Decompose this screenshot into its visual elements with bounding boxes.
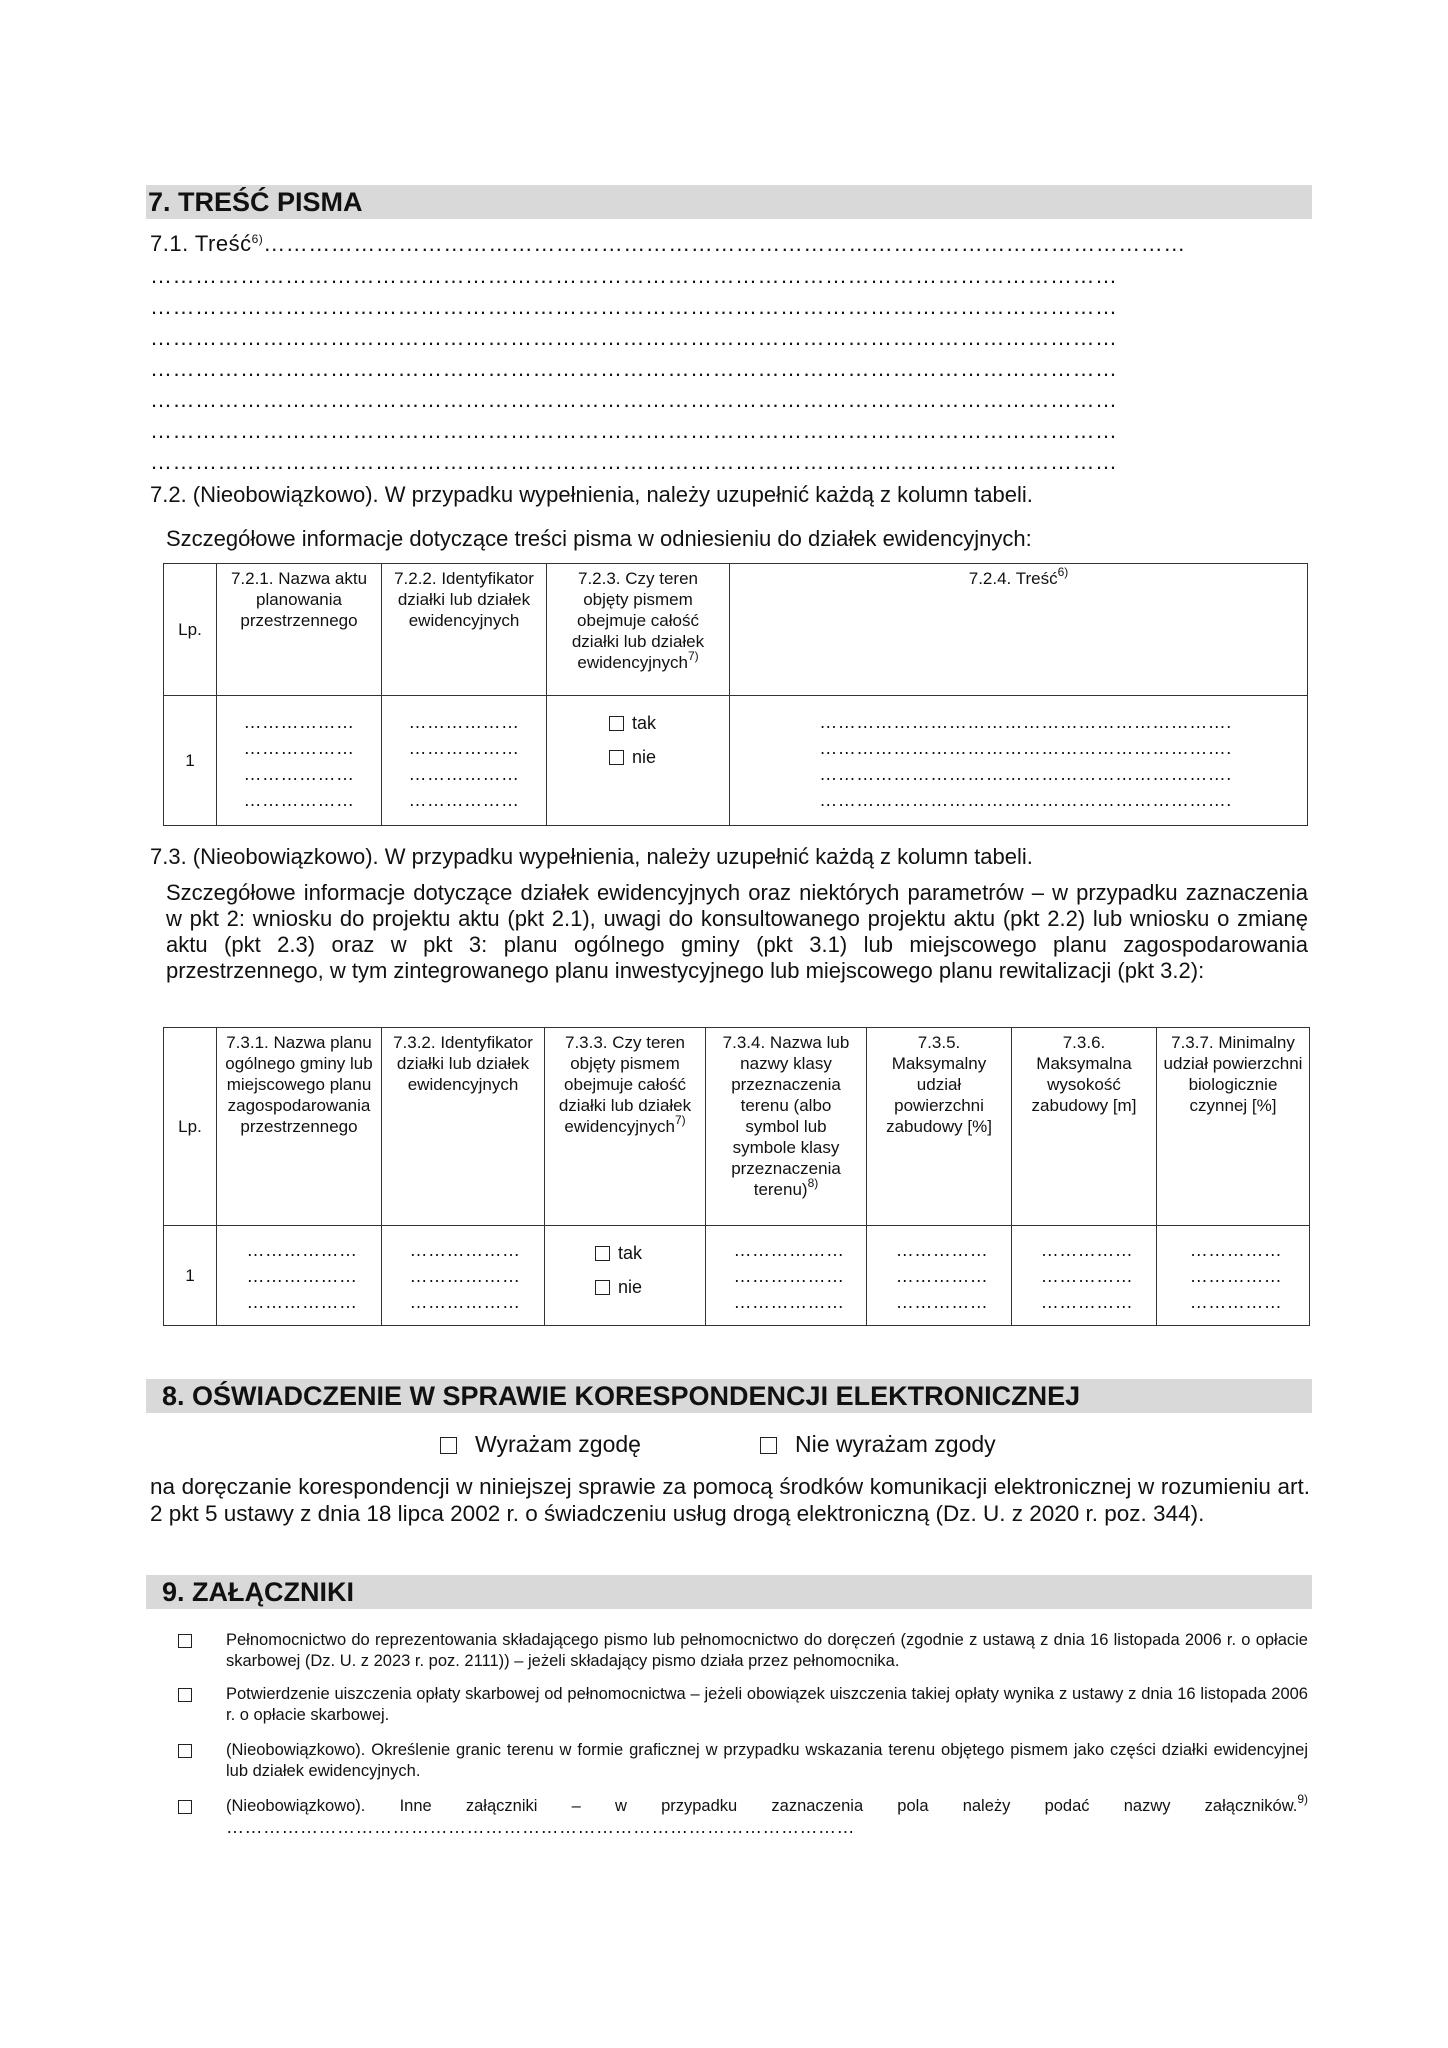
content-line[interactable]: ………………………………………………………………………………………………………………… xyxy=(150,263,1118,288)
row-lp: 1 xyxy=(164,696,217,826)
content-line[interactable]: ………………………………………………………………………………………………………………… xyxy=(150,325,1118,350)
cell-parcel-id[interactable]: ……………… ……………… ……………… xyxy=(382,1226,545,1326)
option-agree[interactable]: Wyrażam zgodę xyxy=(440,1429,641,1459)
item-7-1-label: 7.1. Treść xyxy=(150,231,252,256)
table-7-3 xyxy=(163,1027,1310,1326)
checkbox-icon[interactable] xyxy=(178,1688,192,1702)
header-7-3-1: 7.3.1. Nazwa planu ogólnego gminy lub miejscowego planu zagospodarowania przestrzennego xyxy=(217,1028,382,1226)
footnote-ref: 6) xyxy=(251,232,264,246)
checkbox-icon[interactable] xyxy=(178,1800,192,1814)
checkbox-icon[interactable] xyxy=(440,1437,457,1454)
header-7-2-3: 7.2.3. Czy teren objęty pismem obejmuje całość działki lub działek ewidencyjnych$^{7)}$ xyxy=(547,564,730,696)
header-7-2-4: 7.2.4. Treść$^{6)}$ xyxy=(730,564,1308,696)
item-7-3-intro: Szczegółowe informacje dotyczące działek ewidencyjnych oraz niektórych parametrów – w przypadku zaznaczenia w pkt 2: wniosku do projektu aktu (pkt 2.1), uwagi do konsultowanego projektu aktu (pkt 2.2) lub wniosku o zmianę aktu (pkt 2.3) oraz w pkt 3: planu ogólnego gminy (pkt 3.1) lub miejscowego planu zagospodarowania przestrzennego, w tym zintegrowanego planu inwestycyjnego lub miejscowego planu rewitalizacji (pkt 3.2): xyxy=(166,880,1308,983)
header-7-2-1: 7.2.1. Nazwa aktu planowania przestrzennego xyxy=(217,564,382,696)
option-tak[interactable]: tak xyxy=(595,1236,699,1270)
header-7-3-7: 7.3.7. Minimalny udział powierzchni biologicznie czynnej [%] xyxy=(1157,1028,1310,1226)
checkbox-icon[interactable] xyxy=(609,750,624,765)
item-7-1-line[interactable] xyxy=(150,230,1310,258)
cell-content[interactable]: …………………………………………………………. …………………………………………………………. …………………………………………………………. …………………………………………………………. xyxy=(730,696,1308,826)
other-attachments-line[interactable]: ………………………………………………………………………………………… xyxy=(226,1817,855,1837)
attachment-item[interactable]: Pełnomocnictwo do reprezentowania składającego pismo lub pełnomocnictwo do doręczeń (zgodnie z ustawą z dnia 16 listopada 2006 r. o opłacie skarbowej (Dz. U. z 2023 r. poz. 2111)) – jeżeli składający pismo działa przez pełnomocnika. xyxy=(178,1630,1308,1672)
header-7-3-4: 7.3.4. Nazwa lub nazwy klasy przeznaczenia terenu (albo symbol lub symbole klasy przeznaczenia terenu)$^{8)}$ xyxy=(706,1028,867,1226)
attachment-item[interactable]: (Nieobowiązkowo). Określenie granic terenu w formie graficznej w przypadku wskazania terenu objętego pismem jako części działki ewidencyjnej lub działek ewidencyjnych. xyxy=(178,1740,1308,1782)
table-7-2 xyxy=(163,563,1308,826)
header-lp: Lp. xyxy=(164,564,217,696)
content-line[interactable]: ………………………………………………………………………………………………………………… xyxy=(150,294,1118,319)
checkbox-icon[interactable] xyxy=(760,1437,777,1454)
option-tak[interactable]: tak xyxy=(609,706,723,740)
section-8-header xyxy=(146,1379,1312,1413)
row-lp: 1 xyxy=(164,1226,217,1326)
option-nie[interactable]: nie xyxy=(609,740,723,774)
header-7-3-3: 7.3.3. Czy teren objęty pismem obejmuje całość działki lub działek ewidencyjnych$^{7)}$ xyxy=(545,1028,706,1226)
option-nie[interactable]: nie xyxy=(595,1270,699,1304)
section-9-header xyxy=(146,1575,1312,1609)
header-7-3-6: 7.3.6. Maksymalna wysokość zabudowy [m] xyxy=(1012,1028,1157,1226)
header-7-2-2: 7.2.2. Identyfikator działki lub działek ewidencyjnych xyxy=(382,564,547,696)
cell-zoning-class[interactable]: ……………… ……………… ……………… xyxy=(706,1226,867,1326)
table-header-row xyxy=(164,564,1308,696)
section-8-title: 8. OŚWIADCZENIE W SPRAWIE KORESPONDENCJI ELEKTRONICZNEJ xyxy=(162,1381,1081,1411)
checkbox-icon[interactable] xyxy=(595,1280,610,1295)
content-line[interactable]: ………………………………………………………………………………………………………………… xyxy=(150,418,1118,443)
header-7-3-5: 7.3.5. Maksymalny udział powierzchni zabudowy [%] xyxy=(867,1028,1012,1226)
item-7-3-heading: 7.3. (Nieobowiązkowo). W przypadku wypełnienia, należy uzupełnić każdą z kolumn tabeli. xyxy=(150,844,1033,869)
content-line[interactable]: ………………………………………………………………………………………………………………… xyxy=(150,356,1118,381)
cell-min-bio[interactable]: …………… …………… …………… xyxy=(1157,1226,1310,1326)
cell-max-coverage[interactable]: …………… …………… …………… xyxy=(867,1226,1012,1326)
header-7-3-2: 7.3.2. Identyfikator działki lub działek ewidencyjnych xyxy=(382,1028,545,1226)
header-lp: Lp. xyxy=(164,1028,217,1226)
table-header-row xyxy=(164,1028,1310,1226)
attachment-item[interactable]: Potwierdzenie uiszczenia opłaty skarbowej od pełnomocnictwa – jeżeli obowiązek uiszczenia takiej opłaty wynika z ustawy z dnia 16 listopada 2006 r. o opłacie skarbowej. xyxy=(178,1684,1308,1726)
cell-plan-name[interactable]: ……………… ……………… ……………… xyxy=(217,1226,382,1326)
checkbox-icon[interactable] xyxy=(595,1246,610,1261)
section-7-header xyxy=(146,185,1312,219)
section-7-title: 7. TREŚĆ PISMA xyxy=(148,187,363,217)
attachment-item[interactable]: (Nieobowiązkowo). Inne załączniki – w przypadku zaznaczenia pola należy podać nazwy załączników.$^{9)}$ ………………………………………………………………………………………… xyxy=(178,1796,1308,1838)
consent-text: na doręczanie korespondencji w niniejszej sprawie za pomocą środków komunikacji elektronicznej w rozumieniu art. 2 pkt 5 ustawy z dnia 18 lipca 2002 r. o świadczeniu usług drogą elektroniczną (Dz. U. z 2020 r. poz. 344). xyxy=(150,1474,1310,1526)
table-row xyxy=(164,696,1308,826)
table-row xyxy=(164,1226,1310,1326)
section-9-title: 9. ZAŁĄCZNIKI xyxy=(162,1577,354,1607)
checkbox-icon[interactable] xyxy=(609,716,624,731)
checkbox-icon[interactable] xyxy=(178,1744,192,1758)
cell-max-height[interactable]: …………… …………… …………… xyxy=(1012,1226,1157,1326)
cell-parcel-id[interactable]: ……………… ……………… ……………… ……………… xyxy=(382,696,547,826)
dots-line: …………………………………………………………………………………………………………… xyxy=(263,231,1186,256)
option-disagree[interactable]: Nie wyrażam zgody xyxy=(760,1429,996,1459)
content-line[interactable]: ………………………………………………………………………………………………………………… xyxy=(150,449,1118,474)
cell-plan-name[interactable]: ……………… ……………… ……………… ……………… xyxy=(217,696,382,826)
item-7-2-heading: 7.2. (Nieobowiązkowo). W przypadku wypełnienia, należy uzupełnić każdą z kolumn tabeli. xyxy=(150,482,1033,507)
cell-whole-parcel xyxy=(547,696,730,826)
content-line[interactable]: ………………………………………………………………………………………………………………… xyxy=(150,387,1118,412)
item-7-2-intro: Szczegółowe informacje dotyczące treści pisma w odniesieniu do działek ewidencyjnych: xyxy=(166,526,1032,551)
cell-whole-parcel xyxy=(545,1226,706,1326)
checkbox-icon[interactable] xyxy=(178,1634,192,1648)
